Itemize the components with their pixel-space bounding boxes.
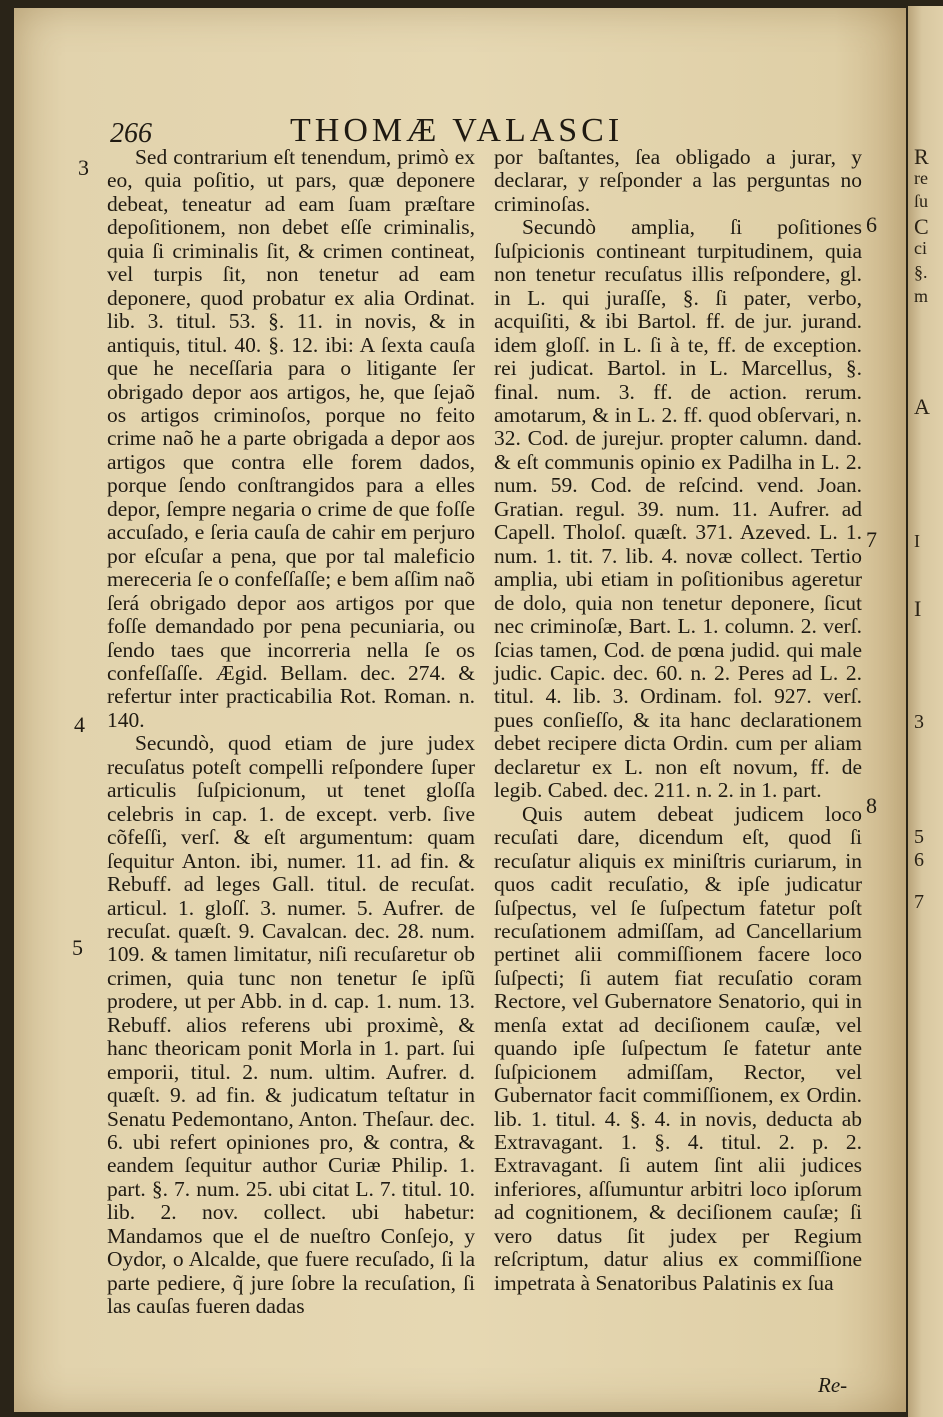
paragraph: Quis autem debeat judicem loco recuſati dare, dicendum eſt, quod ſi recuſatur aliquis ex miniſtris curiarum, in quos cadit recuſatio, & ipſe judicatur ſuſpectus, vel ſe ſuſpectum fatetur poſt recuſationem admiſſam, ad Cancellarium pertinet alii commiſſionem facere loco ſuſpecti; ſi autem fiat recuſatio coram Rectore, vel Gubernatore Senatorio, qui in menſa extat ad deciſionem cauſæ, vel quando ipſe ſuſpectum ſe fatetur ante ſuſpicionem admiſſam, Rector, vel Gubernator facit commiſſionem, ex Ordin. lib. 1. titul. 4. §. 4. in novis, deducta ab Extravagant. 1. §. 4. titul. 2. p. 2. Extravagant. ſi autem ſint alii judices inferiores, aſſumuntur arbitri loco ipſorum ad cognitionem, & deciſionem cauſæ; ſi vero datus ſit judex per Regium reſcriptum, datur alius ex commiſſione impetrata à Senatoribus Palatinis ex ſua — [494, 801, 862, 1295]
facing-page-fragment: C — [914, 214, 929, 239]
facing-page-fragment: I — [914, 596, 922, 621]
facing-page-fragment: m — [914, 286, 929, 306]
paragraph: Secundò, quod etiam de jure judex recuſatus poteſt compelli reſpondere ſuper articulis ſuſpicionum, ut tenet gloſſa celebris in cap. 1. de except. verb. ſive cõfeſſi, verſ. & eſt argumentum: quam ſequitur Anton. ibi, numer. 11. ad fin. & Rebuff. ad leges Gall. titul. de recuſat. articul. 1. gloſſ. 3. numer. 5. Aufrer. de recuſat. quæſt. 9. Cavalcan. dec. 28. num. 109. & tamen limitatur, niſi recuſaretur ob crimen, quia tunc non tenetur ſe ipſũ prodere, ut per Abb. in d. cap. 1. num. 13. Rebuff. alios referens ubi proximè, & hanc theoricam ponit Morla in 1. part. ſui emporii, titul. 2. num. ultim. Aufrer. d. quæſt. 9. ad fin. & judicatum teſtatur in Senatu Pedemontano, Anton. Theſaur. dec. 6. ubi refert opiniones pro, & contra, & eandem ſequitur author Curiæ Philip. 1. part. §. 7. num. 25. ubi citat L. 7. titul. 10. lib. 2. nov. collect. ubi habetur: Mandamos que el de nueſtro Conſejo, y Oydor, o Alcalde, que fuere recuſado, ſi la parte pediere, q̃ jure ſobre la recuſation, ſi las cauſas fueren dadas — [107, 731, 475, 1319]
right-column — [494, 146, 862, 1295]
catchword: Re- — [818, 1373, 848, 1397]
margin-number: 3 — [78, 155, 89, 180]
facing-page-fragment: re — [914, 168, 928, 188]
facing-page-fragment: R — [914, 144, 929, 169]
facing-page-fragment: ci — [914, 238, 927, 258]
facing-page-fragment: 6 — [914, 849, 924, 871]
facing-page-fragment: §. — [914, 262, 928, 282]
facing-page-fragment: A — [914, 394, 930, 419]
facing-page-fragment: 7 — [914, 891, 924, 913]
page-number: 266 — [110, 118, 152, 149]
margin-number: 4 — [74, 712, 85, 737]
margin-number: 7 — [866, 527, 877, 552]
facing-page-fragment: I — [914, 531, 920, 551]
facing-page-fragment: ſu — [914, 191, 929, 211]
paragraph: Secundò amplia, ſi poſitiones ſuſpicionis contineant turpitudinem, quia non tenetur recuſatus illis reſpondere, gl. in L. qui juraſſe, §. ſi pater, verbo, acquiſiti, & ibi Bartol. ff. de jur. jurand. idem gloſſ. in L. ſi à te, ff. de exception. rei judicat. Bartol. in L. Marcellus, §. final. num. 3. ff. de action. rerum. amotarum, & in L. 2. ff. quod obſervari, n. 32. Cod. de jurejur. propter calumn. dand. & eſt communis opinio ex Padilha in L. 2. num. 59. Cod. de reſcind. vend. Joan. Gratian. regul. 39. num. 11. Aufrer. ad Capell. Tholoſ. quæſt. 371. Azeved. L. 1. num. 1. tit. 7. lib. 4. novæ collect. Tertio amplia, ubi etiam in poſitionibus ageretur de dolo, quia non tenetur deponere, ſicut nec criminoſæ, Bart. L. 1. column. 2. verſ. ſcias tamen, Cod. de pœna judid. qui male judic. Capic. dec. 60. n. 2. Peres ad L. 2. titul. 4. lib. 3. Ordinam. fol. 927. verſ. pues conſieſſo, & ita hanc declarationem debet recipere dicta Ordin. cum per aliam declaretur ex L. non eſt novum, ff. de legib. Cabed. dec. 211. n. 2. in 1. part. — [494, 215, 862, 803]
left-column — [107, 146, 475, 1319]
margin-number: 5 — [72, 935, 83, 960]
facing-page-fragment: 3 — [914, 711, 924, 733]
margin-number: 8 — [866, 793, 877, 818]
paragraph: por baſtantes, ſea obligado a jurar, y declarar, y reſponder a las perguntas no criminoſas. — [494, 145, 862, 216]
facing-page-edge — [908, 6, 943, 1417]
facing-page-fragment: 5 — [914, 826, 924, 848]
margin-number: 6 — [866, 212, 877, 237]
running-title: THOMÆ VALASCI — [290, 112, 624, 149]
paragraph: Sed contrarium eſt tenendum, primò ex eo, quia poſitio, ut pars, quæ deponere debeat, teneatur ad eam ſuam præſtare depoſitionem, non debet eſſe criminalis, quia ſi criminalis ſit, & crimen contineat, vel turpis ſit, non tenetur ad eam deponere, quod probatur ex alia Ordinat. lib. 3. titul. 53. §. 11. in novis, & in antiquis, titul. 40. §. 12. ibi: A ſexta cauſa que he neceſſaria para o litigante ſer obrigado depor aos artigos, he, que ſejaõ os artigos criminoſos, porque no feito crime naõ he a parte obrigada a depor aos artigos que contra elle forem dados, porque ſendo conſtrangidos para a elles depor, ſempre negaria o crime de que foſſe accuſado, e ſeria cauſa de cahir em perjuro por eſcuſar a pena, que por tal maleficio mereceria ſe o confeſſaſſe; e bem aſſim naõ ſerá obrigado depor aos artigos por que foſſe demandado por pena pecuniaria, ou ſendo taes que incorreria nella ſe os confeſſaſſe. Ægid. Bellam. dec. 274. & refertur inter practicabilia Rot. Roman. n. 140. — [107, 145, 475, 732]
